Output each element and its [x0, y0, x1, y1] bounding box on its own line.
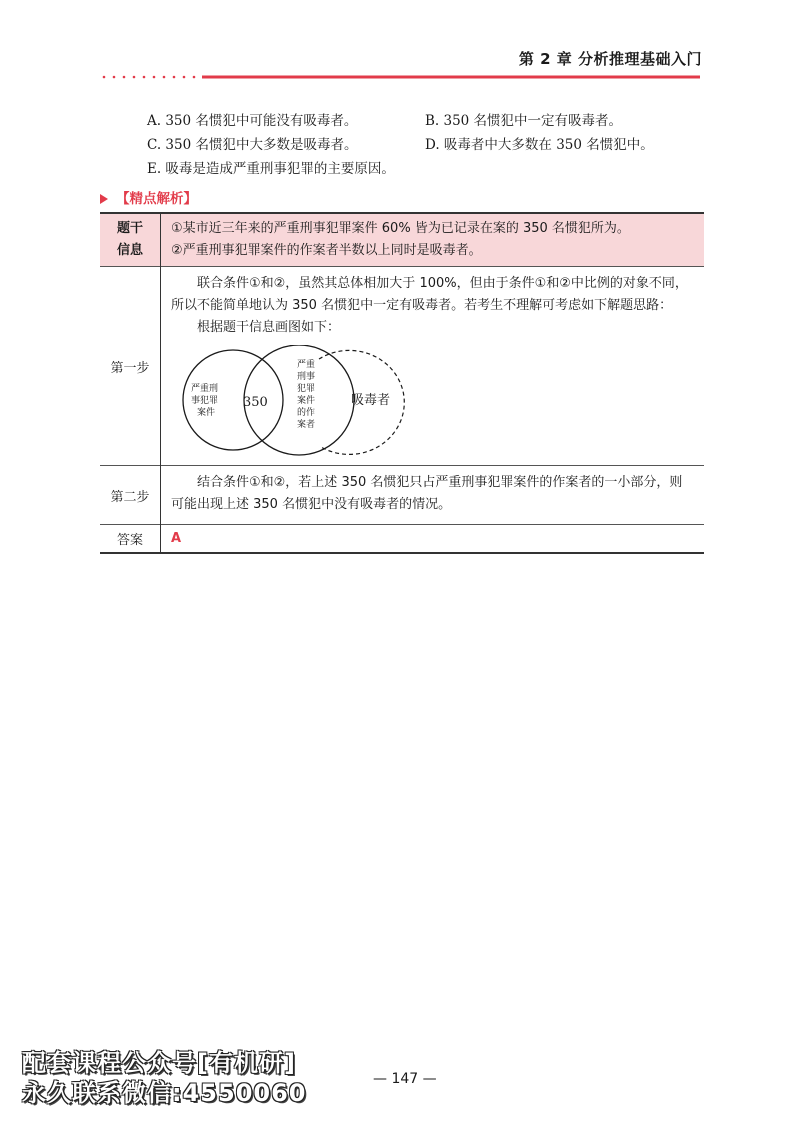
answer-row: [100, 525, 704, 554]
step2-label: 第二步: [100, 466, 161, 525]
step2-text: 结合条件①和②，若上述 350 名惯犯只占严重刑事犯罪案件的作案者的一小部分，则可能出现上述 350 名惯犯中没有吸毒者的情况。: [171, 475, 683, 512]
chapter-header: 第 2 章 分析推理基础入门: [518, 50, 702, 68]
section-heading: [100, 187, 197, 207]
venn-diagram: [171, 345, 411, 457]
venn-mid-label-1: 严重: [297, 360, 316, 370]
answer-label: 答案: [100, 525, 161, 554]
option-b: B. 350 名惯犯中一定有吸毒者。: [425, 113, 623, 129]
stem-label-line1: 题干: [116, 221, 143, 236]
page-number: — 147 —: [373, 1071, 437, 1087]
answer-value: A: [171, 531, 182, 546]
stem-line-1: ①某市近三年来的严重刑事犯罪案件 60% 皆为已记录在案的 350 名惯犯所为。: [171, 221, 630, 236]
step2-row: [100, 466, 704, 525]
step1-content: [161, 267, 705, 466]
watermark-line2: 永久联系微信:4550060: [22, 1079, 307, 1107]
section-title: 【精点解析】: [116, 191, 197, 207]
analysis-table: [100, 212, 704, 554]
option-a: A. 350 名惯犯中可能没有吸毒者。: [147, 113, 358, 129]
stem-line-2: ②严重刑事犯罪案件的作案者半数以上同时是吸毒者。: [171, 243, 482, 258]
stem-row: [100, 213, 704, 267]
venn-left-label-1: 严重刑: [191, 384, 219, 394]
triangle-bullet-icon: [100, 194, 108, 204]
watermark-line1: 配套课程公众号[有机研]: [22, 1049, 296, 1077]
venn-left-label-3: 案件: [197, 408, 216, 418]
option-e: E. 吸毒是造成严重刑事犯罪的主要原因。: [147, 161, 395, 177]
venn-mid-label-6: 案者: [297, 420, 316, 430]
venn-left-label-2: 事犯罪: [191, 396, 219, 406]
header-rule: [100, 72, 700, 82]
step1-diagram-intro: 根据题干信息画图如下：: [197, 320, 341, 335]
step1-label: 第一步: [100, 267, 161, 466]
venn-mid-label-5: 的作: [297, 408, 316, 418]
option-c: C. 350 名惯犯中大多数是吸毒者。: [147, 137, 358, 153]
venn-center-label: 350: [243, 395, 268, 410]
option-d: D. 吸毒者中大多数在 350 名惯犯中。: [425, 137, 654, 153]
venn-mid-label-2: 刑事: [297, 372, 316, 382]
venn-mid-label-4: 案件: [297, 396, 316, 406]
stem-label: [100, 213, 161, 267]
stem-label-line2: 信息: [116, 243, 143, 258]
step1-text: 联合条件①和②，虽然其总体相加大于 100%，但由于条件①和②中比例的对象不同，所以不能简单地认为 350 名惯犯中一定有吸毒者。若考生不理解可考虑如下解题思路：: [171, 276, 688, 313]
step2-content: [161, 466, 705, 525]
stem-content: [161, 213, 705, 267]
venn-right-label: 吸毒者: [351, 393, 391, 408]
venn-mid-label-3: 犯罪: [297, 384, 316, 394]
step1-row: [100, 267, 704, 466]
